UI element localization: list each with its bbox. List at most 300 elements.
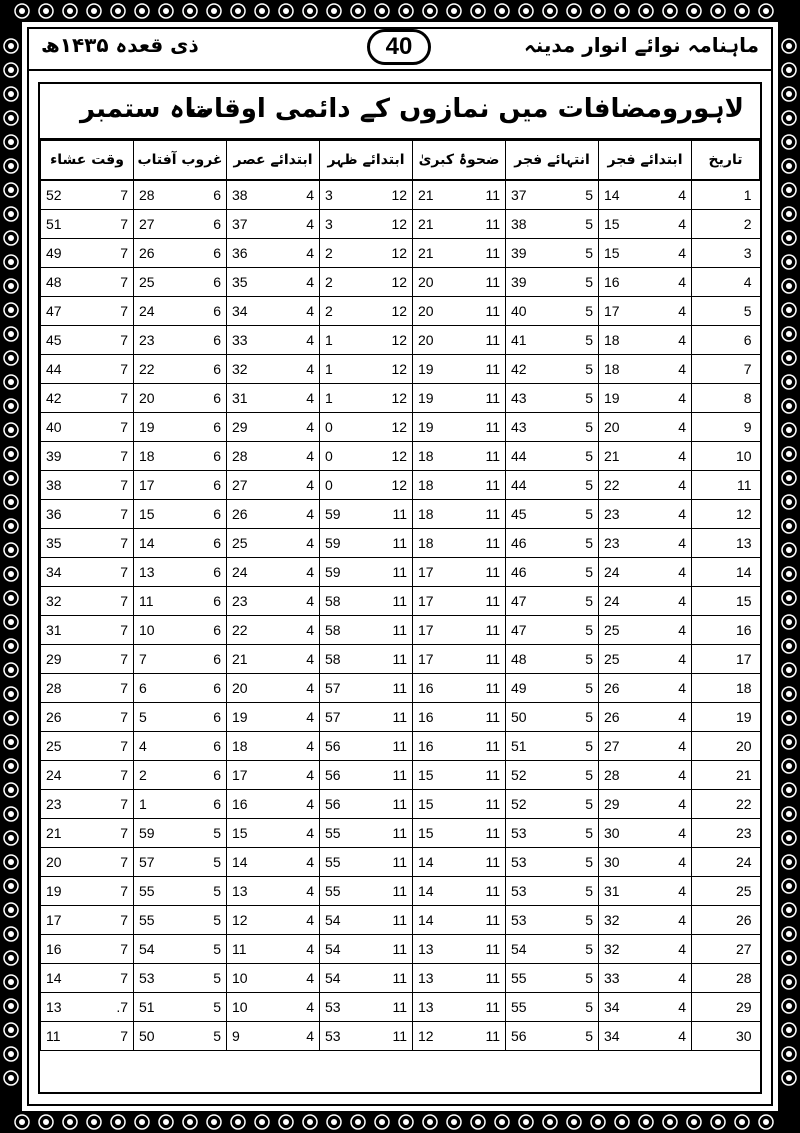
time-hour: 4 [280,964,320,993]
time-minute: 34 [41,558,94,587]
time-hour: 12 [373,239,413,268]
time-hour: 11 [466,761,506,790]
time-minute: 56 [320,732,373,761]
time-minute: 55 [506,964,559,993]
time-minute: 40 [41,413,94,442]
time-hour: 5 [559,790,599,819]
time-minute: 42 [506,355,559,384]
time-minute: 55 [320,819,373,848]
time-hour: 6 [187,442,227,471]
time-minute: 52 [41,180,94,210]
time-hour: 11 [373,993,413,1022]
time-minute: 25 [134,268,187,297]
time-minute: 46 [506,529,559,558]
time-hour: 4 [652,674,692,703]
time-minute: 19 [413,413,466,442]
time-minute: 14 [413,877,466,906]
time-minute: 26 [599,674,652,703]
time-minute: 54 [320,935,373,964]
time-minute: 48 [41,268,94,297]
time-hour: 4 [280,848,320,877]
time-minute: 2 [320,297,373,326]
time-hour: 4 [652,384,692,413]
time-minute: 32 [599,906,652,935]
column-header-zuhr: ابتدائے ظہر [320,141,413,181]
time-minute: 53 [506,906,559,935]
table-header-row [41,141,760,181]
time-minute: 17 [413,616,466,645]
table-row [41,529,760,558]
table-row [41,935,760,964]
time-minute: 44 [41,355,94,384]
time-minute: 14 [227,848,280,877]
time-minute: 0 [320,413,373,442]
date-cell: 4 [692,268,760,297]
time-minute: 40 [506,297,559,326]
time-minute: 25 [599,645,652,674]
time-hour: 11 [373,848,413,877]
time-minute: 43 [506,413,559,442]
time-minute: 19 [599,384,652,413]
table-row [41,180,760,210]
time-hour: 11 [466,645,506,674]
table-row [41,442,760,471]
date-cell: 11 [692,471,760,500]
time-hour: 4 [652,529,692,558]
time-hour: 5 [187,935,227,964]
column-header-sunset: غروب آفتاب [134,141,227,181]
time-hour: 11 [466,587,506,616]
time-minute: 22 [134,355,187,384]
time-minute: 13 [41,993,94,1022]
time-minute: 7 [134,645,187,674]
time-hour: 4 [652,587,692,616]
time-minute: 45 [41,326,94,355]
time-minute: 21 [413,239,466,268]
time-minute: 10 [227,993,280,1022]
time-minute: 51 [506,732,559,761]
time-hour: 5 [559,413,599,442]
time-minute: 45 [506,500,559,529]
time-minute: 59 [320,529,373,558]
time-hour: 4 [280,1022,320,1051]
time-hour: 11 [466,558,506,587]
time-hour: 11 [466,732,506,761]
table-row [41,355,760,384]
time-hour: 5 [559,993,599,1022]
time-hour: 5 [559,761,599,790]
time-minute: 15 [599,239,652,268]
time-hour: 6 [187,558,227,587]
time-hour: 5 [559,616,599,645]
time-minute: 14 [41,964,94,993]
time-hour: 11 [466,384,506,413]
time-hour: 5 [559,906,599,935]
time-hour: 5 [559,326,599,355]
column-header-asr: ابتدائے عصر [227,141,320,181]
time-minute: 19 [227,703,280,732]
time-minute: 59 [320,500,373,529]
time-minute: 38 [41,471,94,500]
table-row [41,819,760,848]
time-hour: 12 [373,355,413,384]
time-hour: 11 [466,674,506,703]
date-cell: 25 [692,877,760,906]
time-hour: 5 [187,1022,227,1051]
time-minute: 27 [599,732,652,761]
time-hour: 4 [652,732,692,761]
table-row [41,616,760,645]
time-hour: 7 [94,268,134,297]
table-row [41,645,760,674]
time-hour: 11 [373,587,413,616]
time-minute: 17 [599,297,652,326]
time-minute: 57 [320,674,373,703]
time-hour: 7 [94,587,134,616]
time-hour: 11 [466,326,506,355]
time-minute: 21 [41,819,94,848]
time-hour: 5 [559,703,599,732]
time-hour: 5 [559,1022,599,1051]
time-hour: 11 [466,297,506,326]
time-hour: 6 [187,790,227,819]
time-minute: 27 [227,471,280,500]
time-hour: 5 [187,964,227,993]
time-minute: 0 [320,471,373,500]
time-minute: 48 [506,645,559,674]
table-row [41,471,760,500]
time-minute: 14 [413,848,466,877]
date-cell: 27 [692,935,760,964]
date-cell: 10 [692,442,760,471]
title-row [40,84,760,140]
time-minute: 18 [134,442,187,471]
time-minute: 19 [413,384,466,413]
time-hour: 11 [373,500,413,529]
time-minute: 32 [227,355,280,384]
time-hour: 5 [187,993,227,1022]
time-hour: 12 [373,180,413,210]
time-minute: 30 [599,819,652,848]
time-minute: 29 [41,645,94,674]
time-minute: 18 [413,500,466,529]
date-cell: 9 [692,413,760,442]
time-minute: 4 [134,732,187,761]
time-hour: 7 [94,413,134,442]
time-hour: 5 [559,645,599,674]
time-hour: 11 [373,964,413,993]
time-hour: 4 [280,587,320,616]
time-hour: 4 [280,210,320,239]
time-hour: 6 [187,500,227,529]
time-minute: 53 [134,964,187,993]
time-minute: 38 [506,210,559,239]
time-hour: 4 [652,935,692,964]
time-hour: 12 [373,442,413,471]
time-hour: 12 [373,268,413,297]
time-minute: 59 [134,819,187,848]
time-minute: 3 [320,180,373,210]
time-hour: 4 [652,790,692,819]
time-hour: 12 [373,471,413,500]
time-hour: 6 [187,210,227,239]
time-minute: 16 [41,935,94,964]
time-minute: 58 [320,645,373,674]
time-hour: 5 [559,819,599,848]
time-minute: 6 [134,674,187,703]
date-cell: 22 [692,790,760,819]
time-hour: 4 [280,442,320,471]
table-row [41,558,760,587]
time-hour: 11 [466,268,506,297]
time-minute: 23 [41,790,94,819]
time-minute: 22 [227,616,280,645]
time-minute: 21 [227,645,280,674]
time-hour: 7 [94,761,134,790]
magazine-name: ماہنامہ نوائے انوار مدینہ [523,33,759,57]
time-hour: 6 [187,587,227,616]
date-cell: 3 [692,239,760,268]
time-hour: 6 [187,268,227,297]
time-hour: 11 [466,471,506,500]
time-minute: 41 [506,326,559,355]
time-hour: 5 [559,587,599,616]
time-minute: 28 [227,442,280,471]
table-row [41,993,760,1022]
time-hour: 5 [559,268,599,297]
table-row [41,268,760,297]
time-minute: 46 [506,558,559,587]
time-hour: 4 [652,210,692,239]
page-number: 40 [367,29,431,65]
time-minute: 28 [134,180,187,210]
time-minute: 20 [413,297,466,326]
time-minute: 18 [599,326,652,355]
time-minute: 58 [320,616,373,645]
time-minute: 16 [413,732,466,761]
time-minute: 34 [599,1022,652,1051]
time-hour: 5 [559,674,599,703]
time-hour: 5 [559,442,599,471]
time-minute: 32 [599,935,652,964]
table-row [41,848,760,877]
table-row [41,326,760,355]
time-minute: 38 [227,180,280,210]
date-cell: 1 [692,180,760,210]
time-hour: 4 [280,645,320,674]
time-minute: 15 [227,819,280,848]
time-hour: 11 [466,529,506,558]
time-minute: 34 [227,297,280,326]
time-minute: 55 [320,848,373,877]
table-row [41,761,760,790]
time-minute: 25 [599,616,652,645]
time-minute: 59 [320,558,373,587]
time-minute: 33 [227,326,280,355]
time-minute: 15 [134,500,187,529]
table-month: ماہ ستمبر [80,94,211,124]
time-hour: 5 [559,471,599,500]
time-hour: 4 [652,500,692,529]
time-hour: 4 [652,413,692,442]
time-hour: 4 [280,529,320,558]
table-title: لاہورومضافات میں نمازوں کے دائمی اوقات [187,94,744,124]
table-row [41,239,760,268]
date-cell: 29 [692,993,760,1022]
date-cell: 21 [692,761,760,790]
time-hour: 7 [94,471,134,500]
time-minute: 51 [41,210,94,239]
date-cell: 15 [692,587,760,616]
time-hour: 11 [466,790,506,819]
time-minute: 24 [599,558,652,587]
time-minute: 24 [227,558,280,587]
time-minute: 47 [41,297,94,326]
time-hour: 4 [280,297,320,326]
time-minute: 17 [413,558,466,587]
date-cell: 13 [692,529,760,558]
table-row [41,877,760,906]
time-minute: 36 [41,500,94,529]
time-hour: 4 [280,790,320,819]
time-minute: 14 [413,906,466,935]
time-hour: 11 [466,964,506,993]
time-minute: 15 [599,210,652,239]
time-minute: 50 [506,703,559,732]
time-hour: 5 [559,964,599,993]
time-hour: 11 [373,558,413,587]
time-hour: 6 [187,239,227,268]
column-header-isha: وقت عشاء [41,141,134,181]
time-minute: 31 [41,616,94,645]
time-hour: 11 [466,906,506,935]
time-hour: 4 [652,703,692,732]
time-minute: 53 [320,993,373,1022]
time-hour: 5 [559,239,599,268]
time-minute: 20 [41,848,94,877]
time-minute: 23 [134,326,187,355]
time-hour: 7 [94,877,134,906]
time-hour: 7 [94,326,134,355]
table-row [41,790,760,819]
time-hour: 7 [94,964,134,993]
time-hour: 11 [373,790,413,819]
time-hour: 5 [559,732,599,761]
time-hour: 6 [187,326,227,355]
time-minute: 29 [227,413,280,442]
time-hour: 4 [652,239,692,268]
time-hour: 6 [187,413,227,442]
time-hour: 4 [652,442,692,471]
table-row [41,732,760,761]
date-cell: 7 [692,355,760,384]
time-hour: 4 [280,180,320,210]
time-minute: 28 [599,761,652,790]
time-minute: 23 [599,500,652,529]
time-hour: 7 [94,935,134,964]
time-hour: 11 [373,703,413,732]
table-row [41,384,760,413]
time-minute: 53 [506,848,559,877]
time-minute: 15 [413,819,466,848]
time-hour: 4 [280,674,320,703]
time-hour: 4 [652,877,692,906]
date-cell: 8 [692,384,760,413]
table-row [41,1022,760,1051]
time-minute: 13 [227,877,280,906]
time-hour: 6 [187,703,227,732]
time-hour: 4 [280,239,320,268]
time-minute: 54 [506,935,559,964]
time-hour: 7 [94,558,134,587]
time-hour: 7 [94,355,134,384]
time-hour: 5 [559,297,599,326]
table-row [41,297,760,326]
time-hour: 7 [94,297,134,326]
time-hour: 4 [652,906,692,935]
time-hour: 6 [187,529,227,558]
time-hour: 7 [94,703,134,732]
time-hour: 4 [652,1022,692,1051]
time-hour: 11 [373,674,413,703]
time-hour: 11 [373,1022,413,1051]
time-hour: 7 [94,848,134,877]
table-row [41,587,760,616]
time-hour: 11 [373,616,413,645]
time-minute: 26 [41,703,94,732]
time-hour: 5 [559,355,599,384]
time-minute: 57 [320,703,373,732]
time-minute: 53 [506,819,559,848]
time-hour: 5 [559,935,599,964]
time-hour: 4 [652,326,692,355]
time-hour: 4 [280,732,320,761]
time-hour: 11 [373,529,413,558]
time-hour: 11 [466,848,506,877]
time-hour: 6 [187,384,227,413]
time-hour: 7 [94,819,134,848]
time-hour: 5 [187,848,227,877]
time-hour: 4 [280,761,320,790]
time-minute: 15 [413,790,466,819]
time-hour: 11 [466,819,506,848]
time-minute: 51 [134,993,187,1022]
time-hour: 7 [94,732,134,761]
time-minute: 20 [413,268,466,297]
time-minute: 28 [41,674,94,703]
table-row [41,906,760,935]
time-minute: 39 [506,239,559,268]
time-minute: 16 [413,674,466,703]
time-hour: 4 [280,877,320,906]
time-hour: 11 [466,500,506,529]
time-minute: 37 [227,210,280,239]
time-minute: 32 [41,587,94,616]
time-minute: 16 [413,703,466,732]
time-minute: 2 [320,268,373,297]
time-hour: 11 [466,239,506,268]
time-hour: 11 [466,935,506,964]
time-minute: 17 [227,761,280,790]
time-minute: 17 [41,906,94,935]
time-minute: 21 [413,180,466,210]
time-minute: 35 [227,268,280,297]
time-hour: 5 [559,180,599,210]
time-minute: 1 [134,790,187,819]
time-minute: 18 [599,355,652,384]
time-minute: 13 [134,558,187,587]
time-minute: 47 [506,616,559,645]
